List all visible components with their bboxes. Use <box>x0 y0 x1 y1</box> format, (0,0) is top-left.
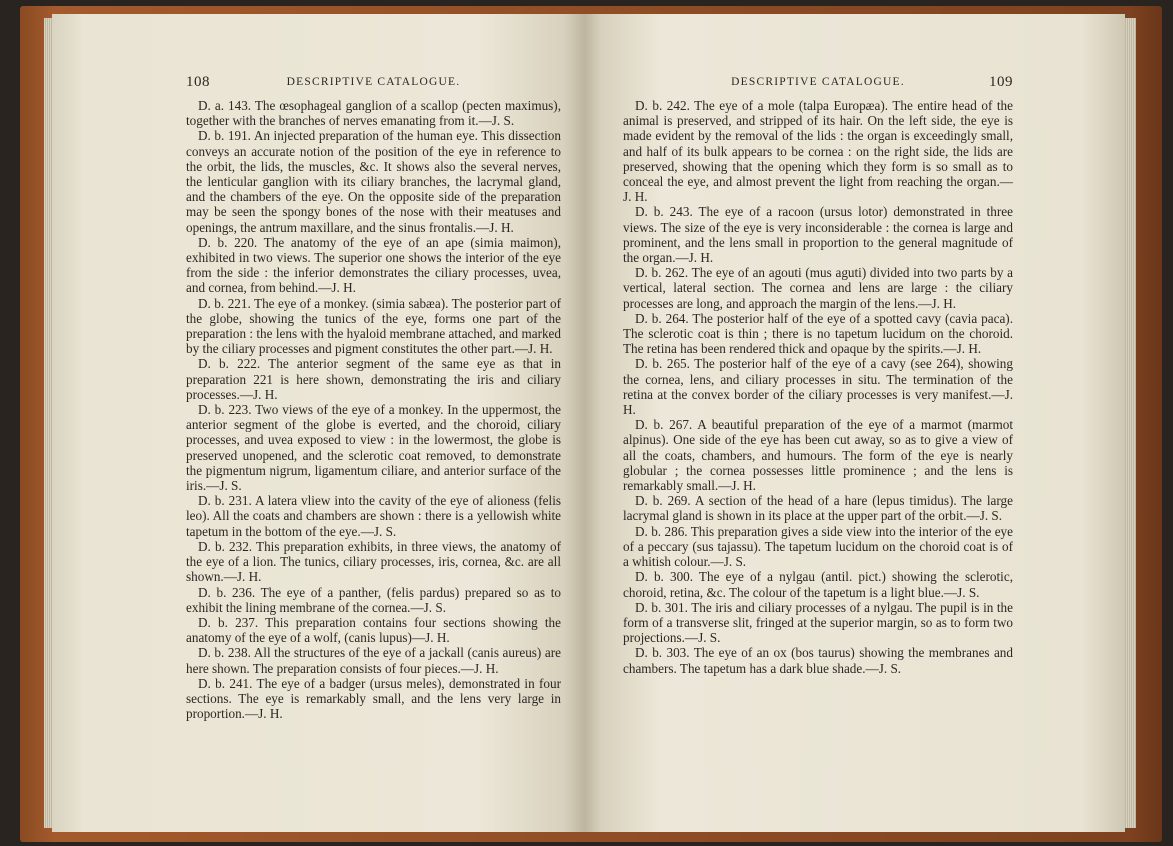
left-page <box>52 14 585 832</box>
catalogue-entry: D. b. 238. All the structures of the eye of a jackall (canis aureus) are here shown. The preparation consists of four pieces.—J. H. <box>186 645 561 676</box>
catalogue-entry: D. b. 231. A latera vliew into the cavity of the eye of alioness (felis leo). All the coats and chambers are shown : there is a yellowish white tapetum in the bottom of the eye.—J. S. <box>186 493 561 539</box>
catalogue-entry: D. b. 303. The eye of an ox (bos taurus) showing the membranes and chambers. The tapetum has a dark blue shade.—J. S. <box>623 645 1013 676</box>
catalogue-entry: D. b. 265. The posterior half of the eye of a cavy (see 264), showing the cornea, lens, and ciliary processes in situ. The termination of the retina at the convex border of the ciliary processes is very manifest.—J. H. <box>623 356 1013 418</box>
page-number: 109 <box>989 74 1013 90</box>
catalogue-entry: D. b. 243. The eye of a racoon (ursus lotor) demonstrated in three views. The size of the eye is very inconsiderable : the cornea is large and prominent, and the lens small in proportion to the general magnitude of the organ.—J. H. <box>623 204 1013 266</box>
catalogue-entry: D. b. 301. The iris and ciliary processes of a nylgau. The pupil is in the form of a transverse slit, fringed at the superior margin, so as to form two projections.—J. S. <box>623 599 1013 646</box>
catalogue-entry: D. a. 143. The œsophageal ganglion of a scallop (pecten maximus), together with the branches of nerves emanating from it.—J. S. <box>186 98 561 129</box>
catalogue-entry: D. b. 236. The eye of a panther, (felis pardus) prepared so as to exhibit the lining membrane of the cornea.—J. S. <box>186 584 561 615</box>
catalogue-entry: D. b. 264. The posterior half of the eye of a spotted cavy (cavia paca). The sclerotic coat is thin ; there is no tapetum lucidum on the choroid. The retina has been rendered thick and opaque by the spirits.—J. H. <box>623 310 1013 357</box>
catalogue-entry: D. b. 300. The eye of a nylgau (antil. pict.) showing the sclerotic, choroid, retina, &c. The colour of the tapetum is a light blue.—J. S. <box>623 569 1013 600</box>
catalogue-entry: D. b. 221. The eye of a monkey. (simia sabæa). The posterior part of the globe, showing the tunics of the eye, forms one part of the preparation : the lens with the hyaloid membrane attached, and marked by the ciliary processes and pigment constitutes the other part.—J. H. <box>186 295 561 357</box>
catalogue-entry: D. b. 269. A section of the head of a hare (lepus timidus). The large lacrymal gland is shown in its place at the upper part of the orbit.—J. S. <box>623 493 1013 524</box>
running-head: DESCRIPTIVE CATALOGUE. <box>286 76 461 88</box>
catalogue-entry: D. b. 191. An injected preparation of the human eye. This dissection conveys an accurate notion of the position of the eye in reference to the orbit, the lids, the muscles, &c. It shows also the several nerves, the lenticular ganglion with its ciliary branches, the lacrymal gland, and the chambers of the eye. On the opposite side of the preparation may be seen the spongy bones of the nose with their meatuses and openings, the antrum maxillare, and the sinus frontalis.—J. H. <box>186 128 561 235</box>
right-page-entries <box>623 98 1013 676</box>
catalogue-entry: D. b. 241. The eye of a badger (ursus meles), demonstrated in four sections. The eye is remarkably small, and the lens very large in proportion.—J. H. <box>186 675 561 722</box>
catalogue-entry: D. b. 222. The anterior segment of the same eye as that in preparation 221 is here shown, demonstrating the iris and ciliary processes.—J. H. <box>186 356 561 402</box>
catalogue-entry: D. b. 286. This preparation gives a side view into the interior of the eye of a peccary (sus tajassu). The tapetum lucidum on the choroid coat is of a whitish colour.—J. S. <box>623 523 1013 570</box>
page-number: 108 <box>186 74 210 90</box>
right-page-header <box>623 76 1013 98</box>
catalogue-entry: D. b. 267. A beautiful preparation of the eye of a marmot (marmot alpinus). One side of the eye has been cut away, so as to give a view of all the coats, chambers, and humours. The form of the eye is nearly globular ; the cornea possesses little prominence ; and the lens is remarkably small.—J. H. <box>623 417 1013 494</box>
catalogue-entry: D. b. 223. Two views of the eye of a monkey. In the uppermost, the anterior segment of the globe is everted, and the choroid, ciliary processes, and uvea exposed to view : in the lowermost, the globe is preserved unopened, and the sclerotic coat removed, to demonstrate the pigmentum nigrum, ligamentum ciliare, and anterior surface of the iris.—J. S. <box>186 402 561 494</box>
running-head: DESCRIPTIVE CATALOGUE. <box>731 76 905 88</box>
catalogue-entry: D. b. 232. This preparation exhibits, in three views, the anatomy of the eye of a lion. The tunics, ciliary processes, iris, cornea, &c. are all shown.—J. H. <box>186 538 561 585</box>
catalogue-entry: D. b. 220. The anatomy of the eye of an ape (simia maimon), exhibited in two views. The superior one shows the interior of the eye from the side : the inferior demonstrates the ciliary processes, uvea, and cornea, from behind.—J. H. <box>186 234 561 296</box>
right-page <box>585 14 1125 832</box>
catalogue-entry: D. b. 237. This preparation contains four sections showing the anatomy of the eye of a wolf, (canis lupus)—J. H. <box>186 614 561 646</box>
catalogue-entry: D. b. 262. The eye of an agouti (mus aguti) divided into two parts by a vertical, lateral section. The cornea and lens are large : the ciliary processes are long, and approach the margin of the lens.—J. H. <box>623 265 1013 311</box>
left-page-entries <box>186 98 561 721</box>
catalogue-entry: D. b. 242. The eye of a mole (talpa Europæa). The entire head of the animal is preserved, and stripped of its hair. On the left side, the eye is made evident by the removal of the lids : the organ is exceedingly small, and half of its bulk appears to be cornea : on the right side, the lids are preserved, showing that the opening which they form is so small as to conceal the eye, and almost prevent the light from reaching the organ.—J. H. <box>623 98 1013 205</box>
left-page-header <box>186 76 561 98</box>
